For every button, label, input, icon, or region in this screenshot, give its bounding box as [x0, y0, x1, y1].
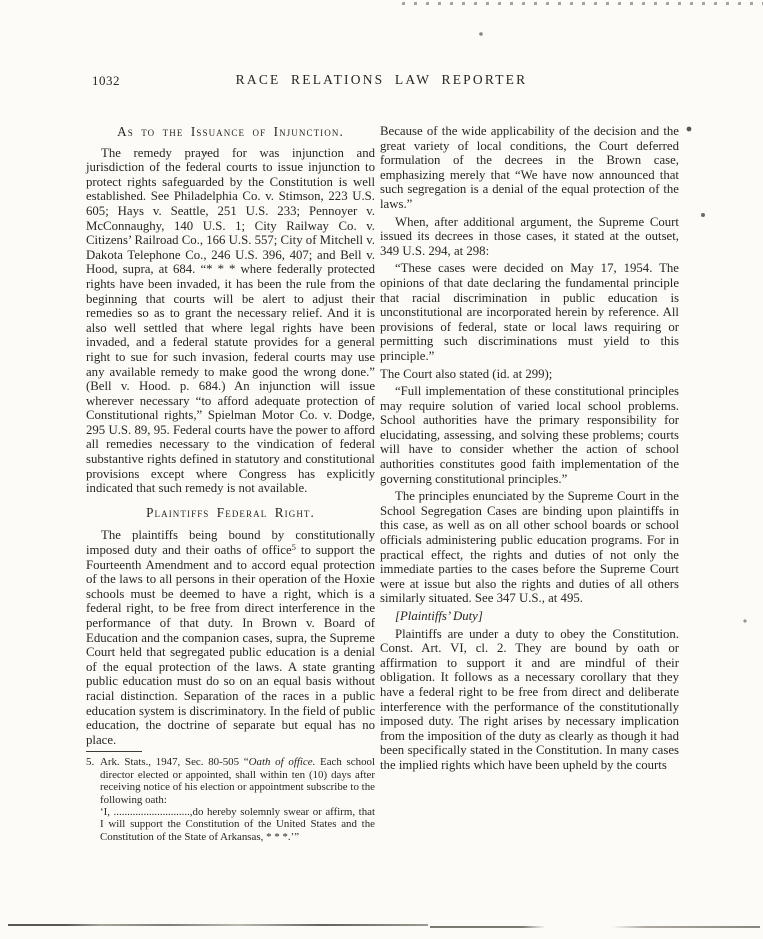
blockquote-full-implementation: “Full implementation of these constitutional principles may require solution of varied local school problems. School authorities have the primary responsibility for elucidating, assessing, and solving these problems; courts will have to consider whether the action of school authorities constitutes good faith implementation of the governing constitutional principles.” [380, 384, 679, 486]
right-column [380, 124, 679, 776]
footnote-number: 5. [86, 756, 95, 769]
footnote-reference-5: 5 [291, 542, 296, 553]
paragraph-decision-applicability: Because of the wide applicability of the decision and the great variety of local conditions, the Court deferred formulation of the decrees in the Brown case, emphasizing merely that “We have now announced that such segregation is a denial of the equal protection of the laws.” [380, 124, 679, 211]
paragraph-text-after-footnote-ref: to support the Fourteenth Amendment and to accord equal protection of the laws to all persons in their operation of the Hoxie schools must be deemed to have a right, which is a federal right, to be free from direct interference in the performance of that duty. In Brown v. Board of Education and the companion cases, supra, the Supreme Court held that segregated public education is a denial of the equal protection of the laws. A state granting public education must do so on an equal basis without racial distinction. Separation of the races in a public education system is discriminatory. In the field of public education, the doctrine of separate but equal has no place. [86, 543, 376, 747]
paragraph-remedy: The remedy prayed for was injunction and jurisdiction of the federal courts to issue injunction to protect rights safeguarded by the Constitution is well established. See Philadelphia Co. v. Stimson, 223 U.S. 605; Hays v. Seattle, 251 U.S. 233; Pennoyer v. McConnaughy, 140 U.S. 1; City Railway Co. v. Citizens’ Railroad Co., 166 U.S. 557; City of Mitchell v. Dakota Telephone Co., 246 U.S. 396, 407; and Bell v. Hood, supra, at 684. “* * * where federally protected rights have been invaded, it has been the rule from the beginning that courts will be alert to adjust their remedies so as to grant the necessary relief. And it is also well settled that where legal rights have been invaded, and a federal statute provides for a general right to sue for such invasion, federal courts may use any available remedy to make good the wrong done.” (Bell v. Hood. p. 684.) An injunction will issue wherever necessary “to afford adequate protection of Constitutional rights,” Spielman Motor Co. v. Dodge, 295 U.S. 89, 95. Federal courts have the power to afford all remedies necessary to the vindication of federal substantive rights defined in statutory and constitutional provisions except where Congress has explicitly indicated that such remedy is not available. [86, 145, 375, 496]
footnote-oath-title: Oath of office. [248, 756, 316, 769]
paragraph-plaintiffs-duty: Plaintiffs are under a duty to obey the Constitution. Const. Art. VI, cl. 2. They are bound by oath or affirmation to support it and are mindful of their obligation. It follows as a necessary corollary that they have a federal right to be free from direct and deliberate interference with the performance of the constitutionally imposed duty. The right arises by necessary implication from the imposition of the duty as clearly as though it had been specifically stated in the Constitution. In many cases the implied rights which have been upheld by the courts [380, 626, 679, 772]
scan-perforation-dashes [402, 2, 763, 5]
paragraph-text-before-footnote-ref: The plaintiffs being bound by constitutionally imposed duty and their oaths of office [86, 528, 375, 558]
section-heading-injunction: As to the Issuance of Injunction. [117, 124, 344, 139]
footnote-separator-rule [86, 751, 142, 752]
scan-bottom-line-left [8, 924, 428, 926]
paragraph-plaintiffs-bound [86, 528, 375, 747]
footnote-citation: Ark. Stats., 1947, Sec. 80-505 “ [100, 756, 249, 769]
footnote-section [86, 751, 375, 843]
section-heading-federal-right: Plaintiffs Federal Right. [146, 504, 315, 520]
running-header [0, 72, 763, 90]
page-number: 1032 [92, 73, 120, 88]
paragraph-when-after-argument: When, after additional argument, the Supreme Court issued its decrees in those cases, it stated at the outset, 349 U.S. 294, at 298: [380, 214, 679, 258]
footnote-oath-text: ‘I, ............................,do hereby solemnly swear or affirm, that I will support the Constitution of the United States and the Constitution of the State of Arkansas, * * *.’” [100, 805, 375, 843]
subheading-plaintiffs-duty: [Plaintiffs’ Duty] [395, 609, 483, 623]
running-title: RACE RELATIONS LAW REPORTER [235, 72, 528, 87]
scan-bottom-line-right [430, 926, 760, 928]
paragraph-principles-enunciated: The principles enunciated by the Supreme Court in the School Segregation Cases are binding upon plaintiffs in this case, as well as on all other school boards or school officials administering public education programs. For in practical effect, the rights and duties of not only the immediate parties to the cases before the Supreme Court were at issue but also the rights and duties of all others similarly situated. See 347 U.S., at 495. [380, 489, 679, 606]
footnote-5 [86, 756, 375, 843]
paragraph-court-also-stated: The Court also stated (id. at 299); [380, 366, 553, 381]
footnote-body: Each school director elected or appointed, shall within ten (10) days after receiving notice of his election or appointment subscribe to the following oath: [100, 756, 375, 806]
blockquote-cases-decided: “These cases were decided on May 17, 1954. The opinions of that date declaring the fundamental principle that racial discrimination in public education is unconstitutional are incorporated herein by reference. All provisions of federal, state or local laws requiring or permitting such discriminations must yield to this principle.” [380, 261, 679, 363]
left-column [86, 124, 375, 843]
scan-specks [0, 0, 2, 2]
